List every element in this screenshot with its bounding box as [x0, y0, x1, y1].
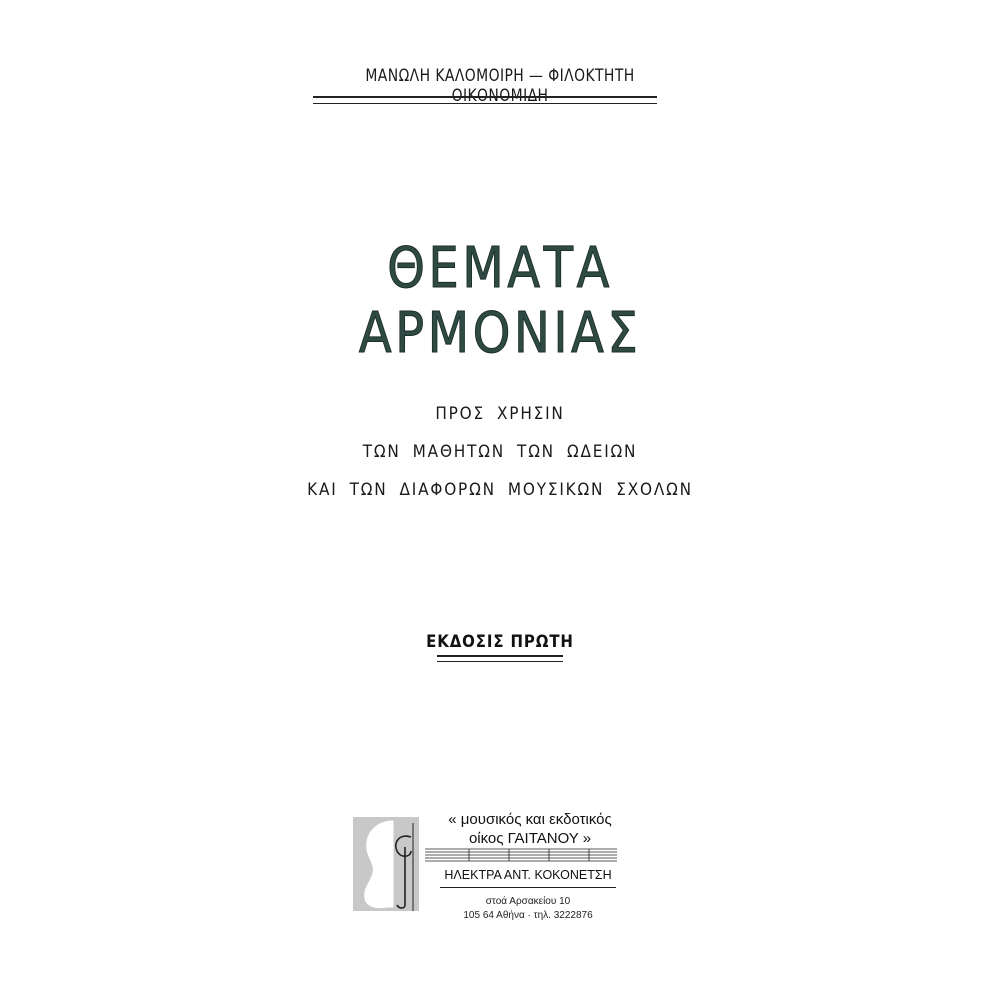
subtitle-line-2: ΤΩΝ ΜΑΘΗΤΩΝ ΤΩΝ ΩΔΕΙΩΝ [362, 442, 638, 462]
book-title: ΘΕΜΑΤΑ ΑΡΜΟΝΙΑΣ [358, 236, 642, 366]
guitar-staff-logo-icon [353, 817, 419, 911]
publisher-name-line-2: οίκος ΓΑΙΤΑΝΟΥ » [468, 830, 592, 847]
authors-line: ΜΑΝΩΛΗ ΚΑΛΟΜΟΙΡΗ — ΦΙΛΟΚΤΗΤΗ ΟΙΚΟΝΟΜΙΔΗ [365, 66, 635, 106]
edition-label: ΕΚΔΟΣΙΣ ΠΡΩΤΗ [426, 632, 574, 652]
music-staff-lines [425, 848, 617, 862]
publisher-address-line-1: στοά Αρσακείου 10 [485, 896, 571, 907]
authors-double-rule [313, 96, 657, 104]
edition-double-rule [437, 655, 563, 662]
subtitle-line-1: ΠΡΟΣ ΧΡΗΣΙΝ [435, 404, 565, 424]
publisher-owner: ΗΛΕΚΤΡΑ ΑΝΤ. ΚΟΚΟΝΕΤΣΗ [444, 868, 612, 882]
subtitle-line-3: ΚΑΙ ΤΩΝ ΔΙΑΦΟΡΩΝ ΜΟΥΣΙΚΩΝ ΣΧΟΛΩΝ [307, 480, 693, 500]
publisher-owner-rule [440, 887, 616, 888]
publisher-address-line-2: 105 64 Αθήνα · τηλ. 3222876 [463, 910, 593, 921]
publisher-name-line-1: « μουσικός και εκδοτικός [448, 811, 612, 828]
